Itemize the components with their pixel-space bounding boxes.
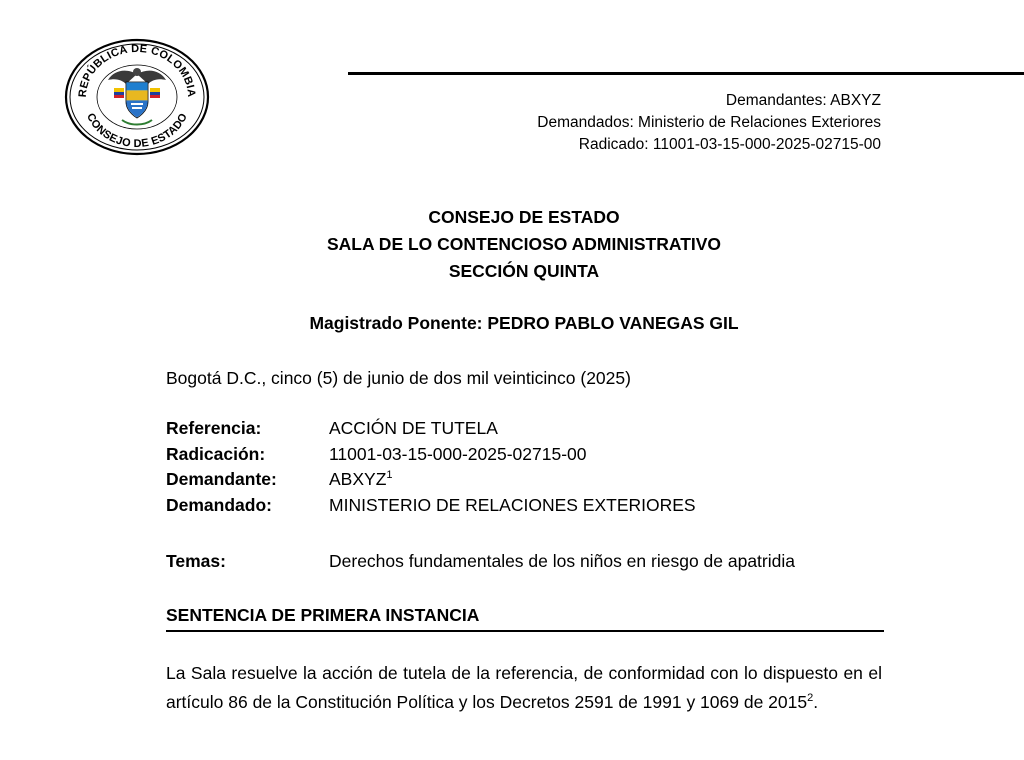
- demandado-value: MINISTERIO DE RELACIONES EXTERIORES: [329, 494, 696, 515]
- title-line-3: SECCIÓN QUINTA: [448, 261, 600, 281]
- radicacion-label: Radicación:: [166, 443, 266, 464]
- colombia-coat-of-arms-icon: [108, 68, 166, 125]
- magistrado-ponente: Magistrado Ponente: PEDRO PABLO VANEGAS GIL: [309, 313, 739, 333]
- body-paragraph: [166, 659, 882, 717]
- referencia-label: Referencia:: [166, 418, 262, 438]
- header-demandados: Demandados: Ministerio de Relaciones Exteriores: [537, 114, 881, 131]
- radicacion-value: 11001-03-15-000-2025-02715-00: [329, 443, 587, 464]
- title-line-1: CONSEJO DE ESTADO: [428, 207, 620, 227]
- header-demandantes: Demandantes: ABXYZ: [725, 92, 881, 109]
- temas-label: Temas:: [166, 551, 226, 571]
- document-titles: [0, 204, 1024, 285]
- referencia-value: ACCIÓN DE TUTELA: [329, 418, 498, 438]
- seal-bottom-text: CONSEJO DE ESTADO: [84, 111, 190, 151]
- demandante-value: ABXYZ: [329, 469, 387, 489]
- seal-graphic: [64, 38, 210, 156]
- section-rule: [166, 630, 884, 632]
- demandante-value-wrap: [329, 467, 393, 493]
- title-line-2: SALA DE LO CONTENCIOSO ADMINISTRATIVO: [326, 234, 722, 254]
- sentencia-title: SENTENCIA DE PRIMERA INSTANCIA: [166, 605, 480, 625]
- body-paragraph-end: .: [813, 692, 819, 712]
- demandado-label: Demandado:: [166, 494, 272, 515]
- header-rule: [348, 72, 1024, 75]
- body-paragraph-text: La Sala resuelve la acción de tutela de la referencia, de conformidad con lo dispuesto en el artículo 86 de la Constitución Política y los Decretos 2591 de 1991 y 1069 de 2015: [166, 663, 882, 712]
- footnote-ref-2[interactable]: 2: [807, 692, 814, 705]
- header-info: [537, 90, 881, 156]
- demandante-label: Demandante:: [166, 469, 277, 489]
- document-date: Bogotá D.C., cinco (5) de junio de dos mil veinticinco (2025): [166, 368, 631, 388]
- header-radicado: Radicado: 11001-03-15-000-2025-02715-00: [578, 136, 881, 153]
- seal-top-text: REPÚBLICA DE COLOMBIA: [76, 42, 198, 98]
- consejo-de-estado-seal: [64, 38, 210, 156]
- temas-value: Derechos fundamentales de los niños en riesgo de apatridia: [329, 551, 795, 571]
- footnote-ref-1[interactable]: 1: [386, 469, 393, 482]
